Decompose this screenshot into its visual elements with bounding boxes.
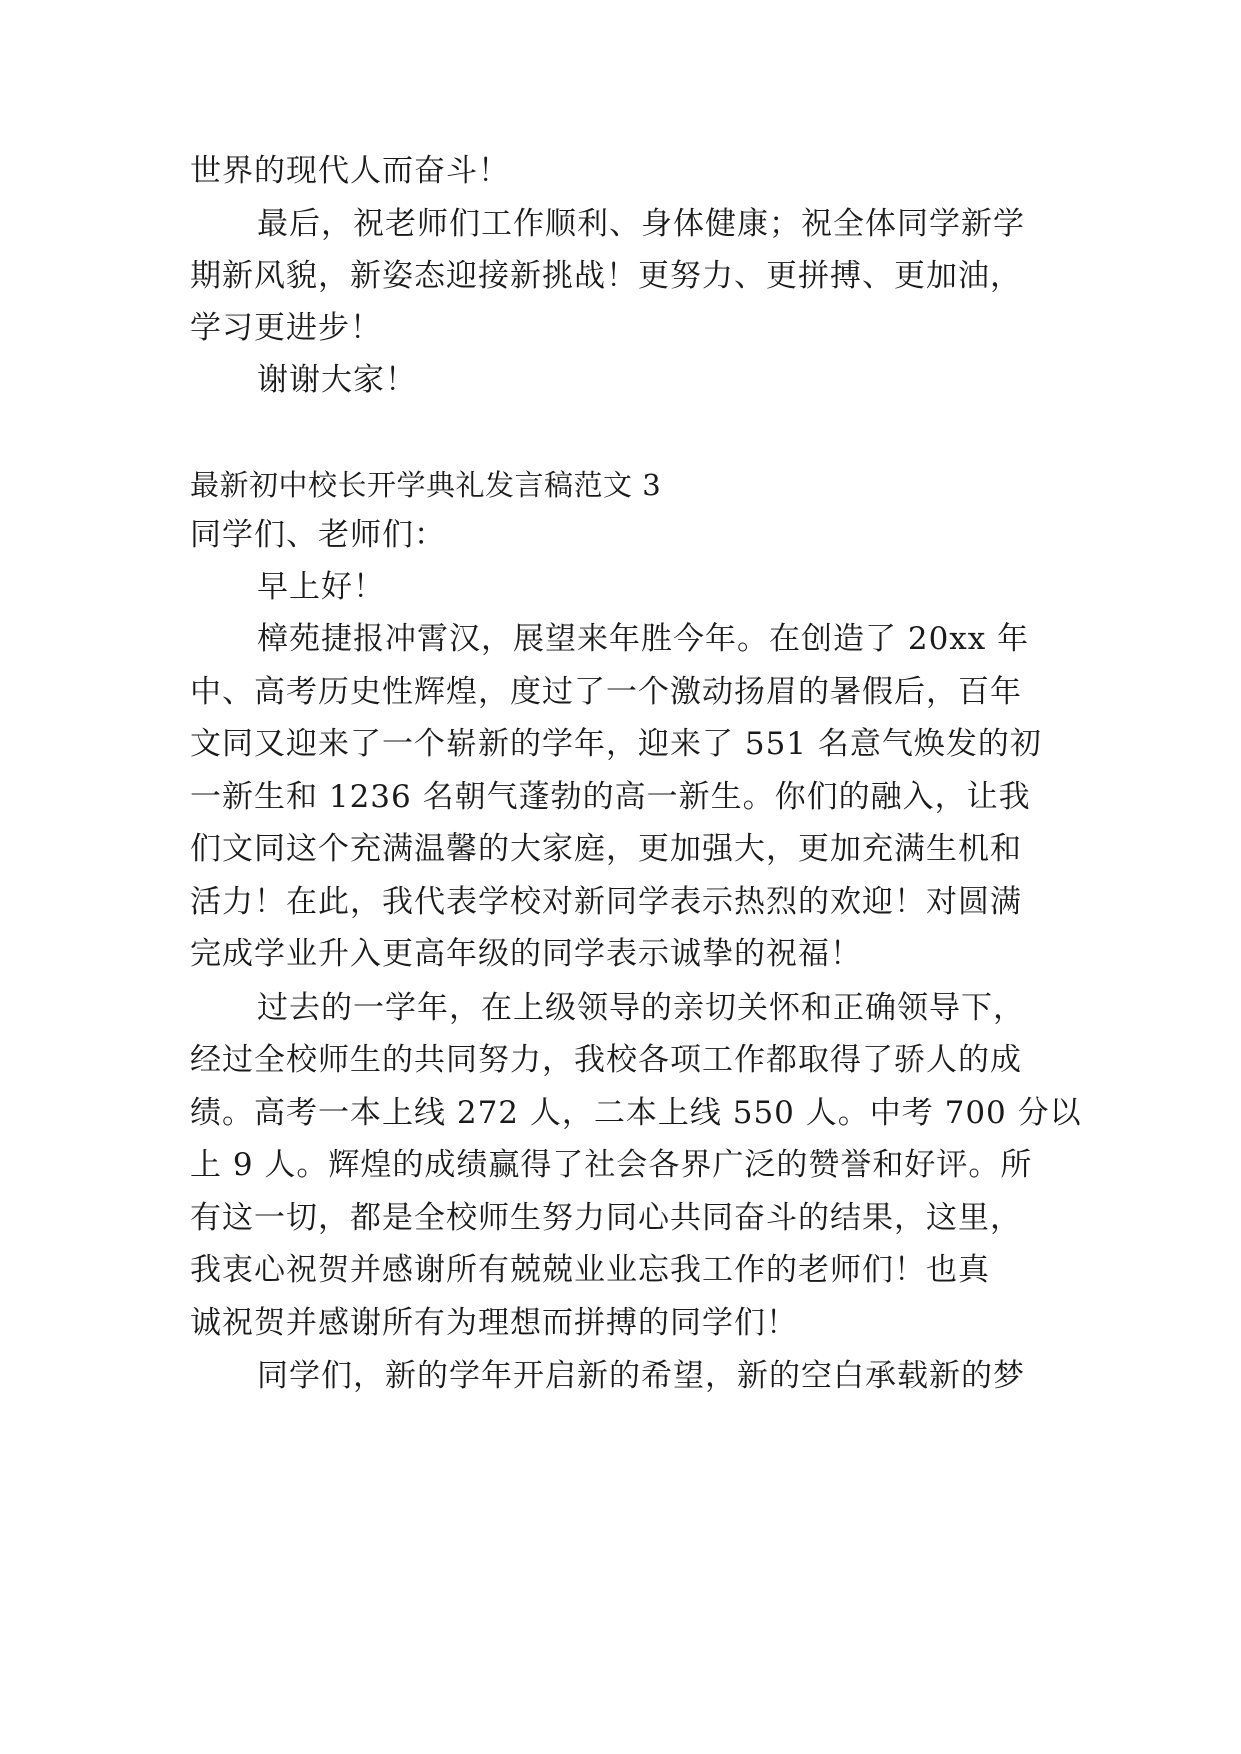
paragraph-line: 过去的一学年，在上级领导的亲切关怀和正确领导下，	[257, 990, 1025, 1026]
paragraph-line: 文同又迎来了一个崭新的学年，迎来了 551 名意气焕发的初	[190, 726, 1042, 762]
paragraph-line: 活力！在此，我代表学校对新同学表示热烈的欢迎！对圆满	[190, 884, 1022, 920]
paragraph-line: 中、高考历史性辉煌，度过了一个激动扬眉的暑假后，百年	[190, 674, 1022, 710]
closing-paragraph-line: 期新风貌，新姿态迎接新挑战！更努力、更拼搏、更加油，	[190, 258, 1022, 294]
salutation: 同学们、老师们：	[190, 517, 446, 553]
paragraph-line: 经过全校师生的共同努力，我校各项工作都取得了骄人的成	[190, 1042, 1022, 1078]
continuation-line: 世界的现代人而奋斗！	[190, 153, 510, 189]
thanks-line: 谢谢大家！	[257, 362, 417, 398]
paragraph-line: 绩。高考一本上线 272 人，二本上线 550 人。中考 700 分以	[190, 1095, 1082, 1131]
closing-paragraph-line: 最后，祝老师们工作顺利、身体健康；祝全体同学新学	[257, 206, 1025, 242]
section-title: 最新初中校长开学典礼发言稿范文 3	[190, 468, 662, 502]
greeting: 早上好！	[257, 569, 385, 605]
paragraph-line: 有这一切，都是全校师生努力同心共同奋斗的结果，这里，	[190, 1200, 1022, 1236]
paragraph-line: 完成学业升入更高年级的同学表示诚挚的祝福！	[190, 936, 862, 972]
paragraph-line: 上 9 人。辉煌的成绩赢得了社会各界广泛的赞誉和好评。所	[190, 1147, 1033, 1183]
paragraph-line: 樟苑捷报冲霄汉，展望来年胜今年。在创造了 20xx 年	[257, 621, 1030, 657]
closing-paragraph-line: 学习更进步！	[190, 310, 382, 346]
paragraph-line: 们文同这个充满温馨的大家庭，更加强大，更加充满生机和	[190, 831, 1022, 867]
paragraph-line: 同学们，新的学年开启新的希望，新的空白承载新的梦	[257, 1358, 1025, 1394]
paragraph-line: 一新生和 1236 名朝气蓬勃的高一新生。你们的融入，让我	[190, 779, 1031, 815]
paragraph-line: 诚祝贺并感谢所有为理想而拼搏的同学们！	[190, 1305, 798, 1341]
paragraph-line: 我衷心祝贺并感谢所有兢兢业业忘我工作的老师们！也真	[190, 1252, 990, 1288]
